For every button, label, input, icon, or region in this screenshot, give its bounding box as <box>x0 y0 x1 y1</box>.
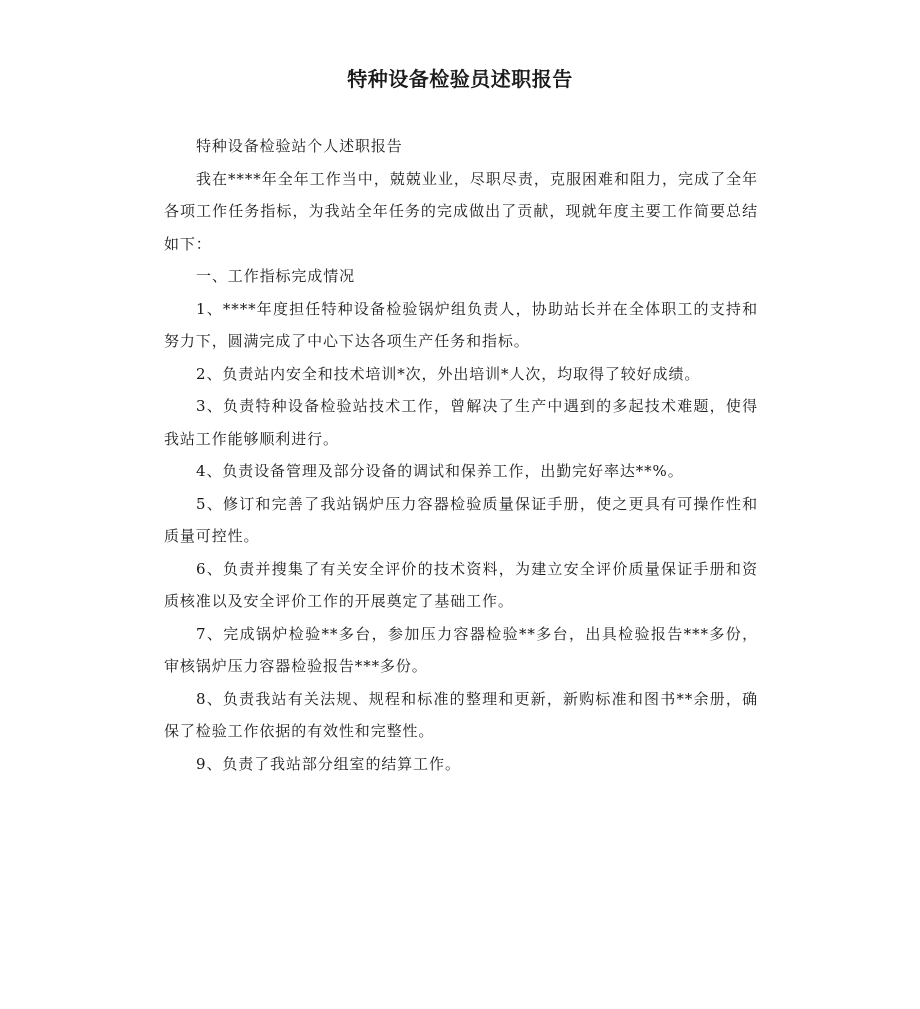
list-item: 4、负责设备管理及部分设备的调试和保养工作，出勤完好率达**%。 <box>196 462 684 480</box>
list-item: 1、****年度担任特种设备检验锅炉组负责人，协助站长并在全体职工的支持和努力下，圆满完成了中心下达各项生产任务和指标。 <box>164 299 758 350</box>
paragraph-intro: 我在****年全年工作当中，兢兢业业，尽职尽责，克服困难和阻力，完成了全年各项工作任务指标，为我站全年任务的完成做出了贡献，现就年度主要工作简要总结如下： <box>164 169 758 253</box>
list-item: 7、完成锅炉检验**多台，参加压力容器检验**多台，出具检验报告***多份，审核锅炉压力容器检验报告***多份。 <box>164 624 758 675</box>
list-item: 3、负责特种设备检验站技术工作，曾解决了生产中遇到的多起技术难题，使得我站工作能够顺利进行。 <box>164 397 758 448</box>
list-item: 9、负责了我站部分组室的结算工作。 <box>196 754 461 773</box>
list-item: 5、修订和完善了我站锅炉压力容器检验质量保证手册，使之更具有可操作性和质量可控性。 <box>164 494 758 545</box>
list-item: 8、负责我站有关法规、规程和标准的整理和更新，新购标准和图书**余册，确保了检验工作依据的有效性和完整性。 <box>164 689 758 740</box>
paragraph-subtitle: 特种设备检验站个人述职报告 <box>196 137 403 155</box>
list-item: 6、负责并搜集了有关安全评价的技术资料，为建立安全评价质量保证手册和资质核准以及安全评价工作的开展奠定了基础工作。 <box>164 559 758 610</box>
document-title: 特种设备检验员述职报告 <box>347 67 573 91</box>
document-body <box>164 130 758 780</box>
section-heading: 一、工作指标完成情况 <box>196 267 356 285</box>
list-item: 2、负责站内安全和技术培训*次，外出培训*人次，均取得了较好成绩。 <box>196 364 701 383</box>
